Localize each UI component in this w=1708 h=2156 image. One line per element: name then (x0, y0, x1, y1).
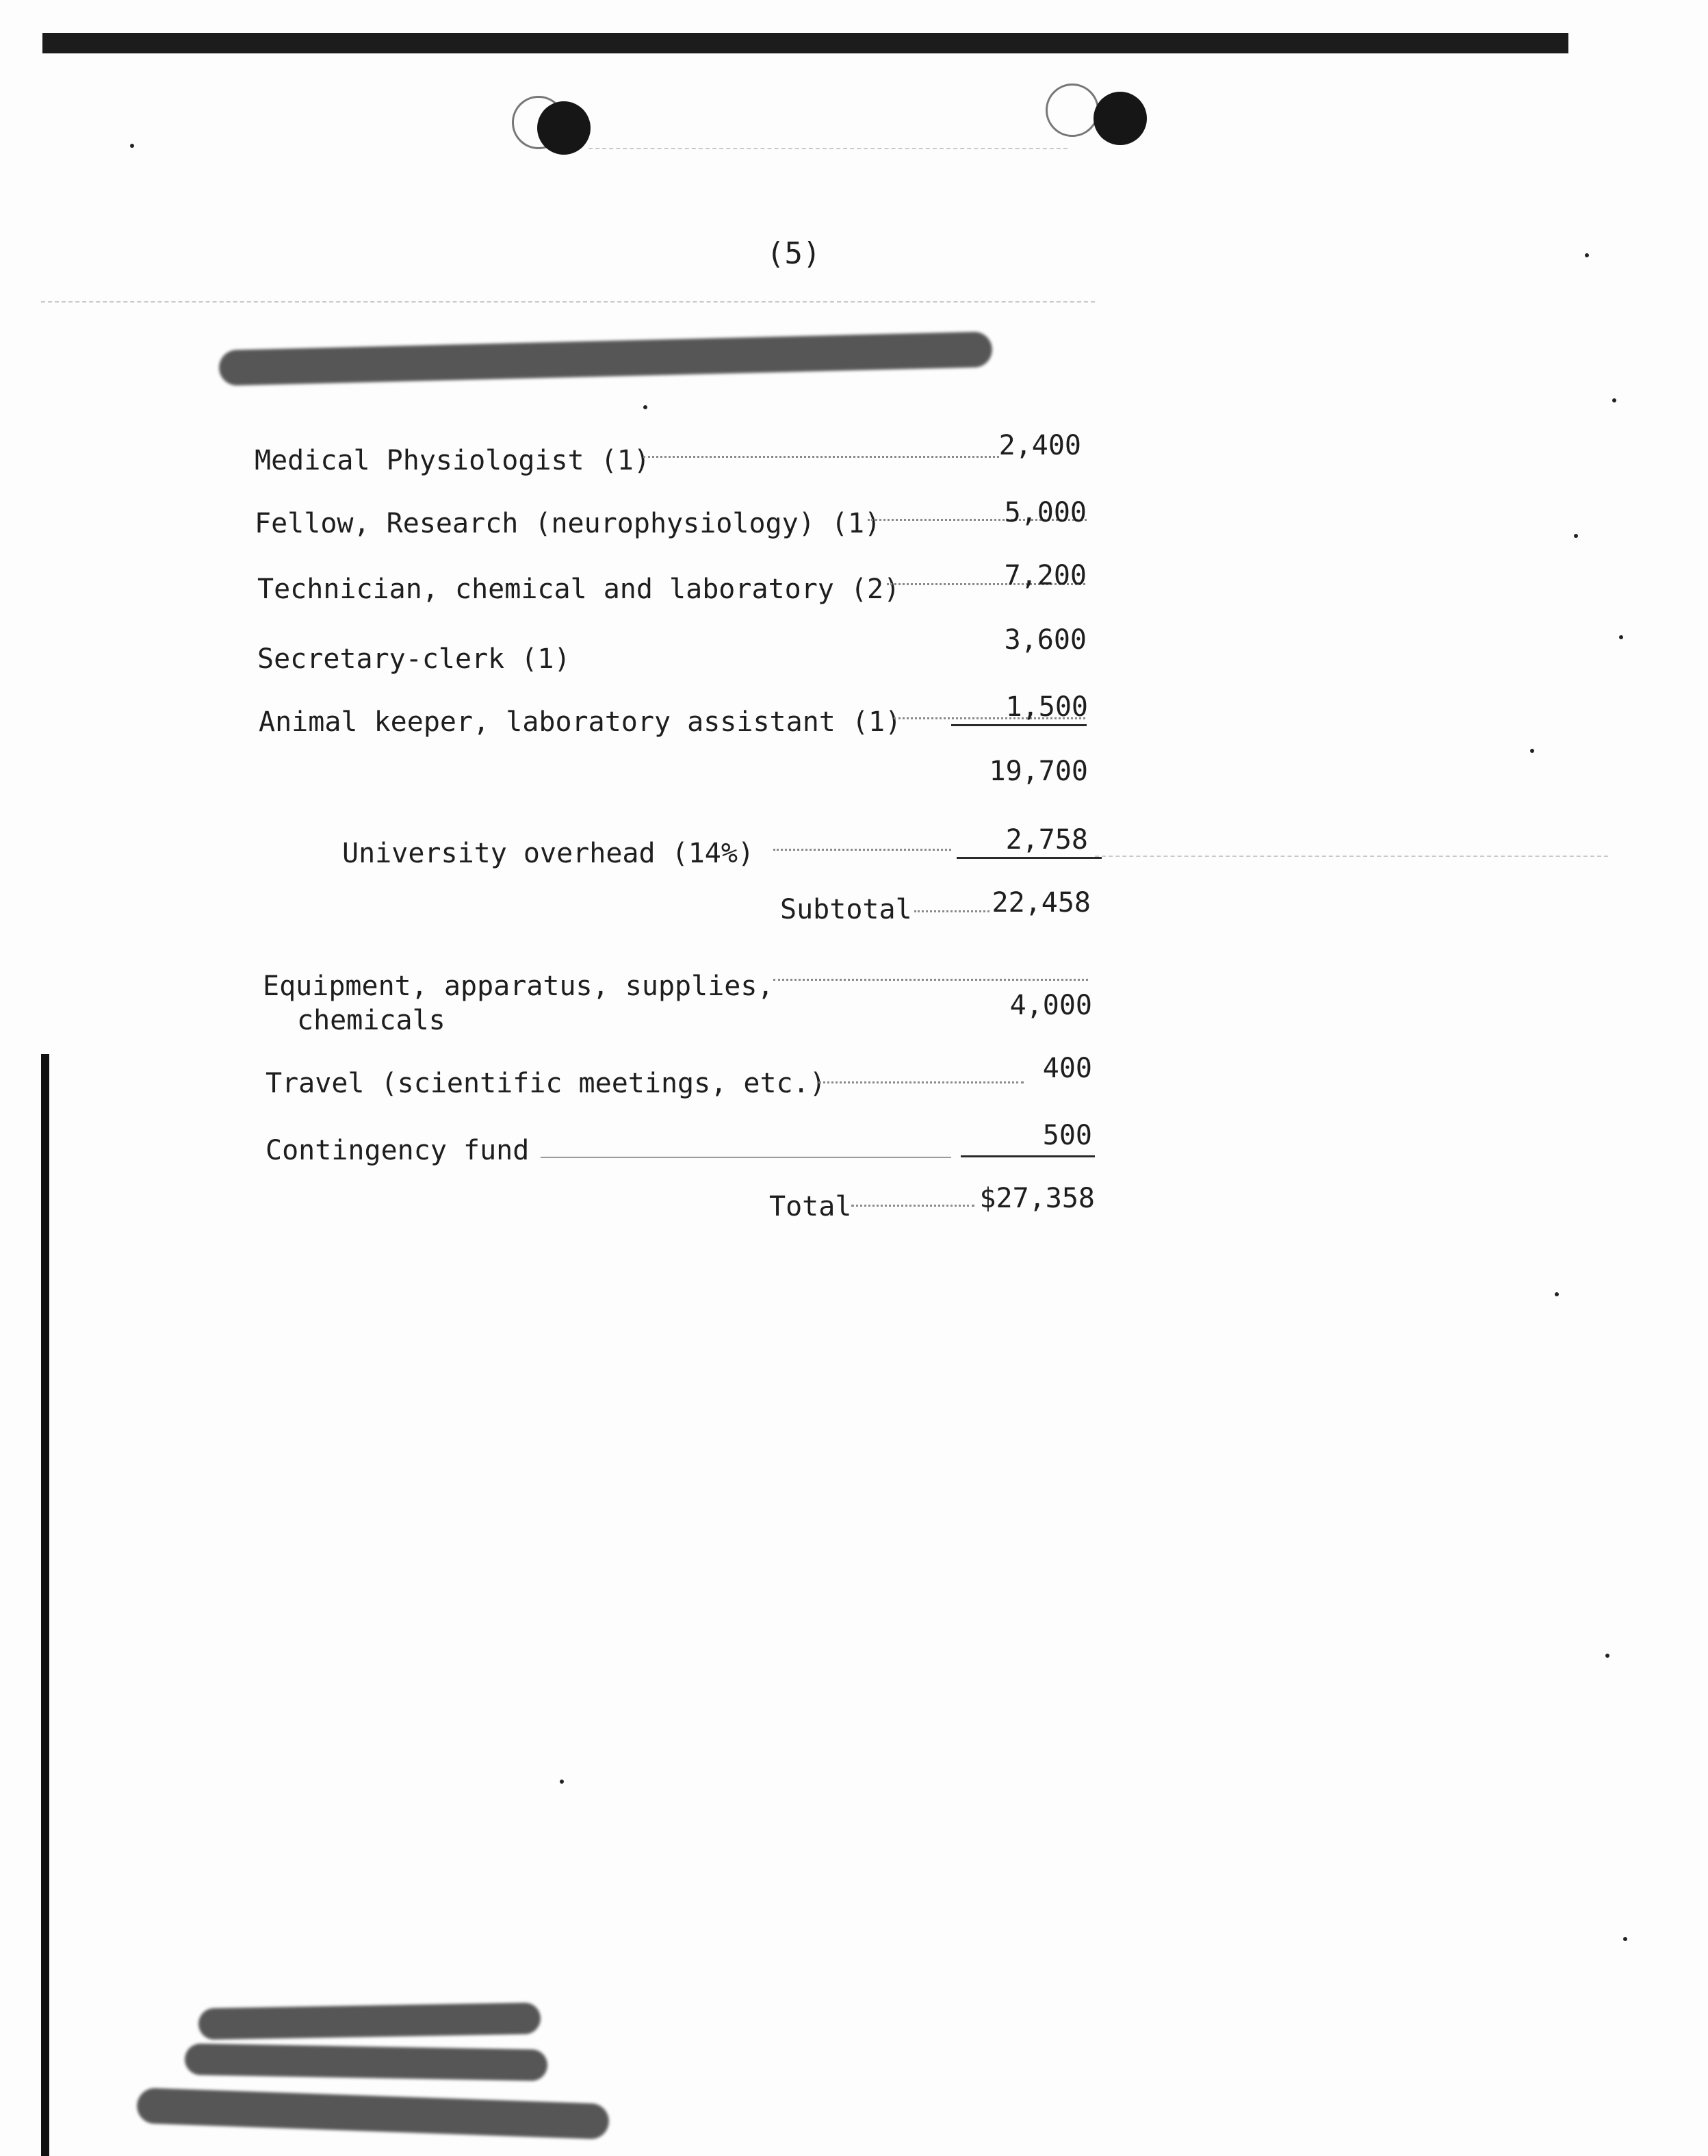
contingency-line (541, 1157, 951, 1158)
scan-top-border (42, 33, 1568, 53)
punch-hole-ring-right (1046, 84, 1099, 137)
equipment-label-line2: chemicals (297, 1005, 445, 1036)
item-amount: 7,200 (1004, 560, 1087, 591)
subtotal-label: Subtotal (780, 894, 912, 925)
overhead-underline (957, 857, 1102, 859)
equipment-amount: 4,000 (1009, 990, 1092, 1021)
scan-speck (1612, 398, 1616, 402)
overhead-amount: 2,758 (1005, 824, 1088, 856)
total-label: Total (769, 1191, 852, 1222)
scan-speck (1555, 1292, 1559, 1296)
scan-speck (130, 144, 134, 148)
redacted-stamp (198, 2003, 541, 2040)
leader-line (773, 979, 1088, 981)
redacted-stamp (185, 2043, 548, 2081)
contingency-label: Contingency fund (266, 1135, 530, 1166)
punch-hole-left (537, 101, 591, 155)
scan-speck (560, 1780, 564, 1784)
item-amount: 2,400 (998, 430, 1081, 461)
scan-speck (643, 405, 647, 409)
item-label: Secretary-clerk (1) (257, 643, 571, 675)
scan-speck (1574, 534, 1578, 538)
sum-underline (951, 724, 1087, 726)
scan-speck (1605, 1654, 1609, 1658)
item-label: Medical Physiologist (1) (255, 445, 650, 476)
item-amount: 1,500 (1005, 691, 1088, 723)
travel-label: Travel (scientific meetings, etc.) (266, 1068, 826, 1099)
item-label: Technician, chemical and laboratory (2) (257, 574, 901, 605)
faint-scan-line (1095, 856, 1608, 857)
items-sum: 19,700 (989, 756, 1088, 787)
faint-scan-line (41, 301, 1095, 303)
item-label: Animal keeper, laboratory assistant (1) (259, 706, 902, 738)
overhead-label: University overhead (14%) (342, 838, 755, 869)
total-amount: $27,358 (979, 1183, 1095, 1214)
equipment-label-line1: Equipment, apparatus, supplies, (263, 971, 774, 1002)
faint-scan-line (588, 148, 1068, 149)
item-label: Fellow, Research (neurophysiology) (1) (255, 508, 881, 539)
scan-left-border (41, 1054, 49, 2156)
subtotal-amount: 22,458 (992, 887, 1091, 919)
scan-speck (1623, 1937, 1627, 1941)
total-underline (961, 1155, 1095, 1157)
punch-hole-right (1094, 92, 1147, 145)
item-amount: 3,600 (1004, 624, 1087, 656)
scan-speck (1530, 749, 1534, 753)
scan-speck (1585, 253, 1589, 257)
page-number: (5) (766, 236, 821, 271)
redacted-heading (219, 331, 993, 386)
redacted-stamp (136, 2088, 609, 2140)
scan-speck (1619, 635, 1623, 639)
contingency-amount: 500 (1042, 1120, 1092, 1151)
travel-amount: 400 (1042, 1053, 1092, 1084)
item-amount: 5,000 (1004, 497, 1087, 528)
